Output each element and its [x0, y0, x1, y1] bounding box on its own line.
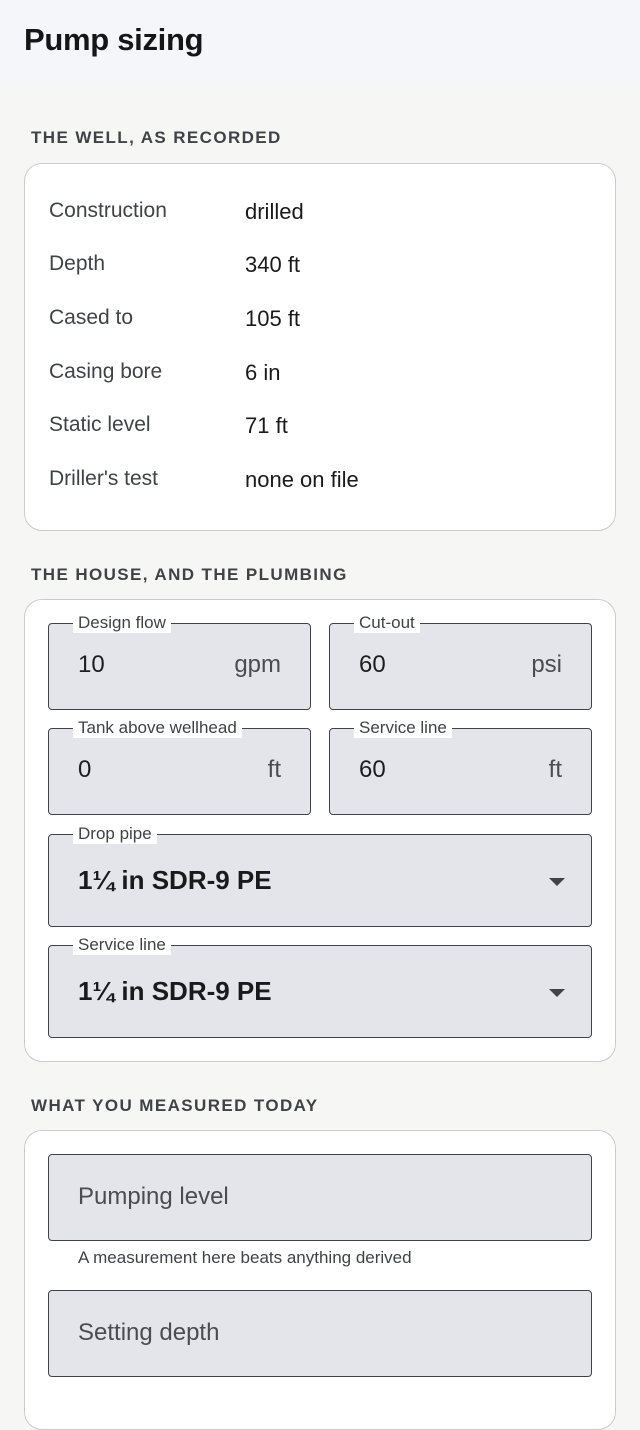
well-row-static-level [49, 413, 589, 443]
setting-depth-field[interactable] [48, 1290, 592, 1377]
field-label: Cut-out [354, 613, 420, 633]
field-value: 0 [78, 756, 92, 783]
row-value: none on file [245, 467, 359, 492]
pumping-level-field[interactable] [48, 1154, 592, 1241]
field-label: Design flow [73, 613, 171, 633]
field-value: 10 [78, 651, 105, 678]
service-line-length-field[interactable] [329, 718, 592, 815]
measured-today-card [24, 1130, 616, 1430]
field-unit: ft [548, 756, 562, 783]
row-label: Cased to [49, 306, 134, 329]
service-line-pipe-select[interactable] [48, 935, 592, 1038]
field-label: Service line [73, 935, 171, 955]
field-placeholder: Setting depth [78, 1319, 220, 1346]
field-label: Service line [354, 718, 452, 738]
field-value: 60 [359, 756, 386, 783]
design-flow-field[interactable] [48, 613, 311, 710]
row-label: Static level [49, 413, 151, 436]
row-label: Driller's test [49, 467, 159, 490]
well-row-depth [49, 252, 589, 282]
field-unit: psi [531, 651, 562, 678]
row-value: 71 ft [245, 413, 288, 438]
well-row-cased-to [49, 306, 589, 336]
section-label-well: THE WELL, AS RECORDED [31, 128, 282, 147]
field-placeholder: Pumping level [78, 1183, 229, 1210]
selected-value: 1¼ in SDR-9 PE [78, 865, 272, 895]
row-label: Construction [49, 199, 167, 222]
field-unit: gpm [234, 651, 281, 678]
well-row-casing-bore [49, 360, 589, 390]
dropdown-arrow-icon [549, 989, 565, 997]
field-label: Drop pipe [73, 824, 157, 844]
dropdown-arrow-icon [549, 878, 565, 886]
page-title: Pump sizing [24, 22, 204, 57]
well-row-drillers-test [49, 467, 589, 497]
pumping-level-helper: A measurement here beats anything derived [78, 1248, 412, 1267]
app-bar [0, 0, 640, 84]
well-record-card [24, 163, 616, 531]
selected-value: 1¼ in SDR-9 PE [78, 976, 272, 1006]
section-label-measured: WHAT YOU MEASURED TODAY [31, 1096, 319, 1115]
tank-above-wellhead-field[interactable] [48, 718, 311, 815]
section-label-house: THE HOUSE, AND THE PLUMBING [31, 565, 348, 584]
row-label: Depth [49, 252, 106, 275]
row-value: 105 ft [245, 306, 301, 331]
field-label: Tank above wellhead [73, 718, 242, 738]
field-value: 60 [359, 651, 386, 678]
cut-out-field[interactable] [329, 613, 592, 710]
row-label: Casing bore [49, 360, 163, 383]
row-value: 340 ft [245, 252, 301, 277]
house-plumbing-card [24, 599, 616, 1062]
row-value: 6 in [245, 360, 281, 385]
field-unit: ft [267, 756, 281, 783]
drop-pipe-select[interactable] [48, 824, 592, 927]
row-value: drilled [245, 199, 304, 224]
well-row-construction [49, 199, 589, 229]
